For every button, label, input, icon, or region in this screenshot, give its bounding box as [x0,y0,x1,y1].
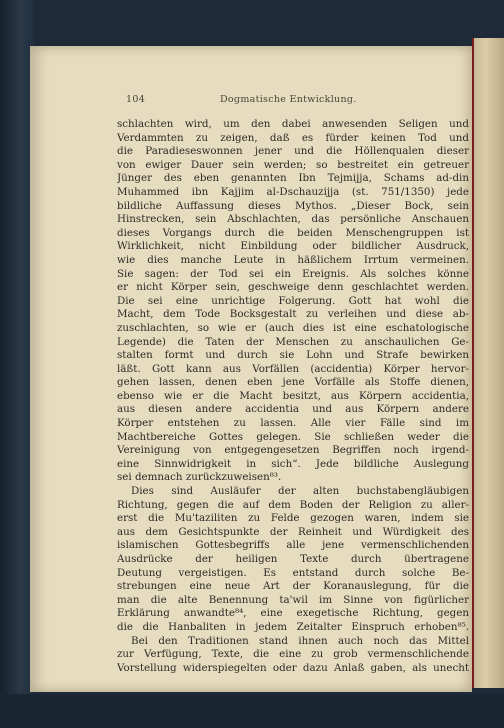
text-line: Bei den Traditionen stand ihnen auch noch das Mittel [131,634,469,647]
text-line: ebenso wie er die Macht besitzt, aus Körpern accidentia, [117,389,469,402]
text-line: läßt. Gott kann aus Vorfällen (accidentia) Körper hervor- [117,362,469,375]
running-title: Dogmatische Entwicklung. [220,94,357,105]
text-line: eine Sinnwidrigkeit in sich“. Jede bildliche Auslegung [117,457,469,470]
text-line: Macht, dem Tode Bocksgestalt zu verleihen und diese ab- [117,308,469,321]
text-line: Erklärung anwandte⁸⁴, eine exegetische Richtung, gegen [117,607,469,620]
text-line: die die Hanbaliten in jedem Zeitalter Einspruch erhoben⁸⁵. [117,620,469,633]
text-line: Dies sind Ausläufer der alten buchstabengläubigen [131,485,469,498]
text-line: aus diesen andere accidentia und aus Körpern andere [117,403,469,416]
text-line: bildliche Auffassung dieses Mythos. „Dieser Bock, sein [117,199,469,212]
text-line: Muhammed ibn Kajjim al-Dschauzijja (st. 751/1350) jede [117,185,469,198]
book-cover-edge [0,0,34,728]
text-line: schlachten wird, um den dabei anwesenden Seligen und [117,118,469,130]
text-line: Hinstrecken, sein Abschlachten, das persönliche Anschauen [117,213,469,226]
text-line: strebungen eine neue Art der Koranauslegung, für die [117,580,469,593]
text-line: Legende) die Taten der Menschen zu anschaulichen Ge- [117,335,469,348]
text-line: sei demnach zurückzuweisen⁸³. [117,471,282,484]
text-line: islamischen Gottesbegriffs alle jene vermenschlichenden [117,539,469,552]
text-line: Verdammten zu zeigen, daß es fürder keinen Tod und [117,131,469,144]
text-line: wie dies manche Leute in häßlichem Irrtum vermeinen. [117,253,469,266]
text-line: Sie sagen: der Tod sei ein Ereignis. Als solches könne [117,267,469,280]
text-line: von ewiger Dauer sein werden; so bestreitet ein getreuer [117,158,469,171]
text-line: stalten formt und durch sie Lohn und Strafe bewirken [117,349,469,362]
text-line: Ausdrücke der heiligen Texte durch übertragene [117,553,469,565]
text-line: man die alte Benennung ta'wil im Sinne von figürlicher [117,593,469,606]
text-line: dieses Vorgangs durch die beiden Menschengruppen ist [117,226,469,239]
page-number: 104 [126,94,146,105]
text-line: Richtung, gegen die auf dem Boden der Religion zu aller- [117,498,469,511]
text-line: Vorstellung widerspiegelten oder dazu Anlaß gaben, als unecht [117,661,469,674]
text-line: Wirklichkeit, nicht Einbildung oder bildlicher Ausdruck, [117,240,469,253]
text-line: er nicht Körper sein, geschweige denn geschlachtet werden. [117,281,469,294]
text-line: Körper entstehen zu lassen. Alle vier Fälle sind im [117,417,469,430]
text-line: Die sei eine unrichtige Folgerung. Gott hat wohl die [117,294,469,307]
text-line: Vereinigung von entgegengesetzen Begriffen noch irgend- [117,444,469,457]
text-line: aus dem Gesichtspunkte der Reinheit und Würdigkeit des [117,525,469,538]
text-line: die Paradieseswonnen jener und die Höllenqualen dieser [117,145,469,158]
facing-page-edge [472,38,504,688]
body-text [117,118,469,675]
text-line: Jünger des eben genannten Ibn Tejmijja, Schams ad-din [117,172,469,185]
text-line: zuschlachten, so wie er (auch dies ist eine eschatologische [117,321,469,334]
text-line: erst die Mu'taziliten zu Felde gezogen waren, indem sie [117,512,469,525]
text-line: Deutung vergeistigen. Es entstand durch solche Be- [117,566,469,579]
book-bottom-edge [0,694,504,728]
text-line: zur Verfügung, Texte, die eine zu grob vermenschlichende [117,648,469,661]
text-line: Machtbereiche Gottes gelegen. Sie schließen weder die [117,430,469,443]
text-line: gehen lassen, denen eben jene Vorfälle als Stoffe dienen, [117,376,469,389]
